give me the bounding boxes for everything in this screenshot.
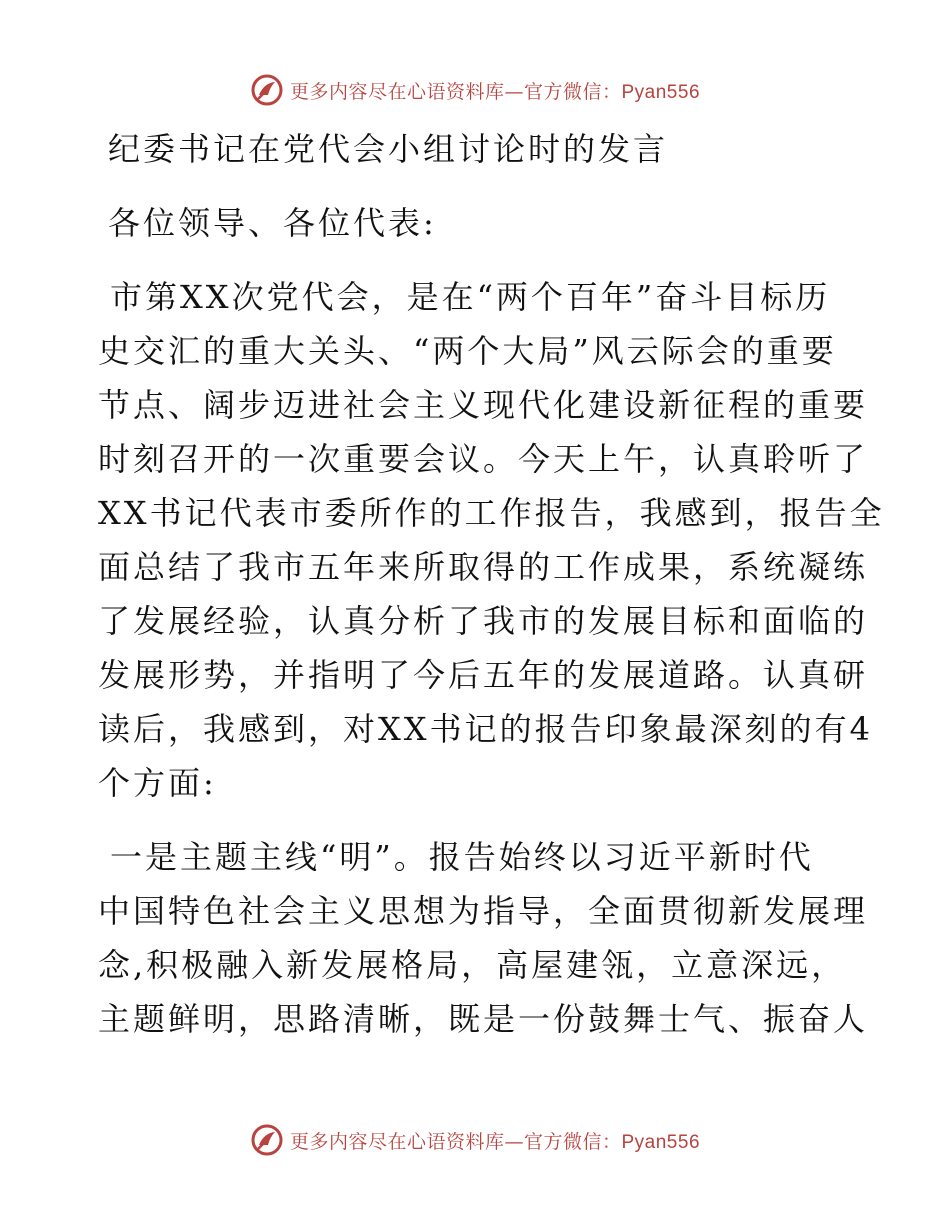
- watermark-text: [290, 1127, 700, 1154]
- paragraph-1: [98, 270, 885, 810]
- paragraph-line: 个方面:: [98, 764, 217, 802]
- watermark-label: 更多内容尽在心语资料库—官方微信：: [289, 1130, 622, 1153]
- watermark-logo-icon: [250, 1123, 284, 1157]
- watermark-wechat-id: Pyan556: [621, 1131, 701, 1153]
- paragraph-line: XX书记代表市委所作的工作报告，我感到，报告全: [98, 494, 885, 532]
- paragraph-line: 了发展经验，认真分析了我市的发展目标和面临的: [98, 602, 869, 640]
- paragraph-line: 一是主题主线“明”。报告始终以习近平新时代: [110, 838, 814, 876]
- watermark-text: [290, 77, 700, 104]
- paragraph-2: [98, 830, 869, 1046]
- paragraph-line: 市第XX次党代会，是在“两个百年”奋斗目标历: [110, 278, 831, 316]
- paragraph-line: 节点、阔步迈进社会主义现代化建设新征程的重要: [98, 386, 869, 424]
- document-body: [98, 122, 885, 1046]
- paragraph-line: 史交汇的重大关头、“两个大局”风云际会的重要: [98, 332, 837, 370]
- paragraph-line: 念,积极融入新发展格局，高屋建瓴，立意深远，: [98, 946, 847, 984]
- paragraph-line: 读后，我感到，对XX书记的报告印象最深刻的有4: [98, 710, 873, 748]
- footer-watermark: [0, 1120, 950, 1160]
- paragraph-line: 时刻召开的一次重要会议。今天上午，认真聆听了: [98, 440, 869, 478]
- watermark-logo-icon: [250, 73, 284, 107]
- paragraph-line: 主题鲜明，思路清晰，既是一份鼓舞士气、振奋人: [98, 1000, 869, 1038]
- paragraph-line: 发展形势，并指明了今后五年的发展道路。认真研: [98, 656, 869, 694]
- document-title: 纪委书记在党代会小组讨论时的发言: [108, 130, 669, 168]
- watermark-label: 更多内容尽在心语资料库—官方微信：: [289, 80, 622, 103]
- paragraph-line: 中国特色社会主义思想为指导，全面贯彻新发展理: [98, 892, 869, 930]
- watermark-wechat-id: Pyan556: [621, 81, 701, 103]
- header-watermark: [0, 70, 950, 110]
- paragraph-line: 面总结了我市五年来所取得的工作成果，系统凝练: [98, 548, 869, 586]
- salutation: 各位领导、各位代表:: [108, 204, 437, 242]
